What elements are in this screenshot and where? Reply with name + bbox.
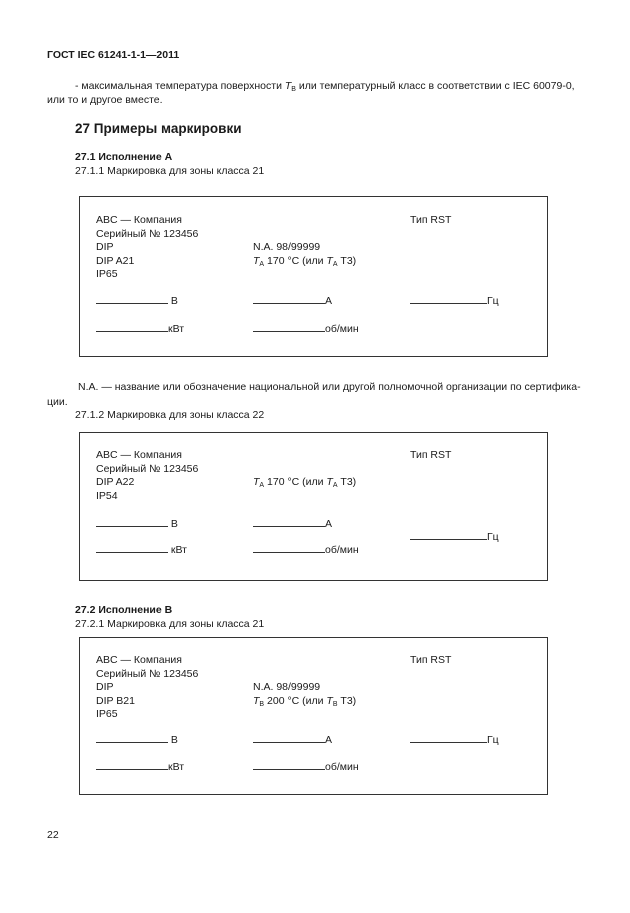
section-27-1-1-title: 27.1.1 Маркировка для зоны класса 21	[75, 165, 265, 177]
section-27-title: 27 Примеры маркировки	[75, 121, 242, 136]
document-header: ГОСТ IEC 61241-1-1—2011	[47, 49, 180, 61]
speed-field: об/мин	[253, 543, 359, 557]
section-27-1-title: 27.1 Исполнение А	[75, 151, 173, 163]
type-label: Тип RST	[410, 654, 452, 666]
intro-line-2: или то и другое вместе.	[47, 94, 163, 106]
intro-line-1: - максимальная температура поверхности TB или температурный класс в соответствии с IEC 60079-0,	[75, 80, 575, 93]
note-line-1: N.A. — название или обозначение национальной или другой полномочной организации по сертифика-	[78, 381, 581, 393]
dip-label: DIP	[96, 241, 114, 253]
page-number: 22	[47, 829, 59, 841]
serial-number: Серийный № 123456	[96, 228, 199, 240]
company-name: ABC — Компания	[96, 214, 182, 226]
frequency-field: Гц	[410, 530, 499, 544]
serial-number: Серийный № 123456	[96, 668, 199, 680]
serial-number: Серийный № 123456	[96, 463, 199, 475]
certificate-number: N.A. 98/99999	[253, 681, 321, 693]
dip-label: DIP	[96, 681, 114, 693]
power-field: кВт	[96, 322, 184, 336]
temperature-marking: TA 170 °С (или TA Т3)	[253, 255, 357, 268]
frequency-field: Гц	[410, 294, 499, 308]
dip-class: DIP A22	[96, 476, 135, 488]
marking-box-2	[79, 432, 548, 581]
ip-rating: IP65	[96, 708, 118, 720]
ip-rating: IP65	[96, 268, 118, 280]
section-27-2-title: 27.2 Исполнение В	[75, 604, 173, 616]
current-field: А	[253, 733, 332, 747]
power-field: кВт	[96, 543, 187, 557]
voltage-field: В	[96, 733, 178, 747]
current-field: А	[253, 517, 332, 531]
voltage-field: В	[96, 294, 178, 308]
section-27-1-2-title: 27.1.2 Маркировка для зоны класса 22	[75, 409, 265, 421]
certificate-number: N.A. 98/99999	[253, 241, 321, 253]
marking-box-3	[79, 637, 548, 795]
speed-field: об/мин	[253, 322, 359, 336]
note-line-2: ции.	[47, 396, 68, 408]
temperature-marking: TB 200 °С (или TB Т3)	[253, 695, 357, 708]
section-27-2-1-title: 27.2.1 Маркировка для зоны класса 21	[75, 618, 265, 630]
power-field: кВт	[96, 760, 184, 774]
dip-class: DIP A21	[96, 255, 135, 267]
voltage-field: В	[96, 517, 178, 531]
current-field: А	[253, 294, 332, 308]
company-name: ABC — Компания	[96, 449, 182, 461]
dip-class: DIP B21	[96, 695, 135, 707]
ip-rating: IP54	[96, 490, 118, 502]
company-name: ABC — Компания	[96, 654, 182, 666]
frequency-field: Гц	[410, 733, 499, 747]
temperature-marking: TA 170 °С (или TA Т3)	[253, 476, 357, 489]
type-label: Тип RST	[410, 449, 452, 461]
speed-field: об/мин	[253, 760, 359, 774]
marking-box-1	[79, 196, 548, 357]
type-label: Тип RST	[410, 214, 452, 226]
